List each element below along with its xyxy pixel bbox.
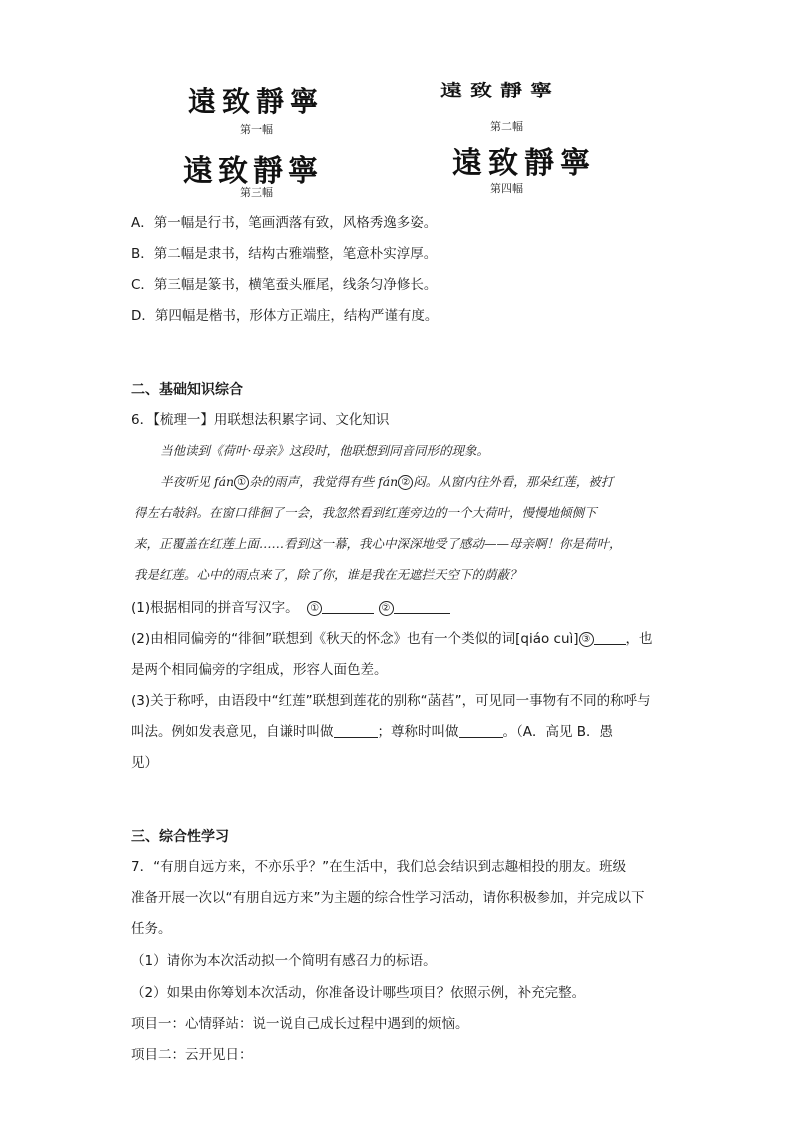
passage-1b: 杂的雨声，我觉得有些 fán: [249, 474, 399, 489]
passage-line-3: 来，正覆盖在红莲上面……看到这一幕，我心中深深地受了感动——母亲啊！你是荷叶，: [134, 536, 622, 551]
sub-question-2: [131, 629, 653, 649]
passage-1a: 半夜听见 fán: [160, 474, 235, 489]
sub-question-3-end: 见）: [131, 755, 158, 771]
passage-1c: 闷。从窗内往外看，那朵红莲，被打: [413, 474, 614, 489]
caption-2: 第二幅: [490, 120, 523, 133]
sub-question-2-cont: 是两个相同偏旁的字组成，形容人面色差。: [131, 662, 388, 678]
q5-option-a: A．第一幅是行书，笔画洒落有致，风格秀逸多姿。: [131, 215, 438, 231]
task-1: （1）请你为本次活动拟一个简明有感召力的标语。: [131, 953, 437, 969]
project-item-2: 项目二：云开见日：: [131, 1047, 253, 1063]
q6-intro: 当他读到《荷叶·母亲》这段时，他联想到同音同形的现象。: [160, 443, 489, 458]
answer-blank-3[interactable]: [594, 630, 626, 645]
sub-question-3: (3)关于称呼，由语段中“红莲”联想到莲花的别称“菡萏”，可见同一事物有不同的称呼与: [131, 693, 651, 709]
section3-title: 三、综合性学习: [131, 829, 229, 845]
sub-question-1: [131, 598, 450, 618]
caption-1: 第一幅: [240, 123, 273, 136]
sub1-mark-1: ①: [307, 601, 322, 616]
passage-line-1: [160, 472, 613, 490]
sub3-text-b: 叫法。例如发表意见，自谦时叫做: [131, 724, 334, 740]
sub3-text-d: 。（A．高见 B．愚: [502, 724, 614, 740]
caption-3: 第三幅: [240, 186, 273, 199]
q7-line-1: 7．“有朋自远方来，不亦乐乎？”在生活中，我们总会结识到志趣相投的朋友。班级: [131, 859, 627, 875]
project-item-1: 项目一：心情驿站：说一说自己成长过程中遇到的烦恼。: [131, 1016, 469, 1032]
calligraphy-2: 遠致靜寧: [440, 81, 561, 101]
sub1-mark-2: ②: [379, 601, 394, 616]
sub2-text-a: (2)由相同偏旁的“徘徊”联想到《秋天的怀念》也有一个类似的词[qiáo cuì]: [131, 631, 579, 647]
calligraphy-1: 遠致靜寧: [188, 85, 325, 118]
q5-option-b: B．第二幅是隶书，结构古雅端整，笔意朴实淳厚。: [131, 246, 438, 262]
q7-line-3: 任务。: [131, 921, 172, 937]
q6-title: 6．【梳理一】用联想法积累字词、文化知识: [131, 412, 390, 428]
passage-line-2: 得左右敧斜。在窗口徘徊了一会，我忽然看到红莲旁边的一个大荷叶，慢慢地倾侧下: [134, 505, 597, 520]
sub2-mark-3: ③: [579, 632, 594, 647]
answer-blank-2[interactable]: [394, 599, 450, 614]
sub3-text-c: ；尊称时叫做: [377, 724, 459, 740]
answer-blank-1[interactable]: [322, 599, 374, 614]
q5-option-c: C．第三幅是篆书，横笔蚕头雁尾，线条匀净修长。: [131, 277, 438, 293]
mark-2: ②: [398, 475, 413, 490]
answer-blank-4[interactable]: [334, 723, 378, 738]
caption-4: 第四幅: [490, 182, 523, 195]
section2-title: 二、基础知识综合: [131, 382, 243, 398]
sub-question-3-cont: [131, 722, 613, 742]
answer-blank-5[interactable]: [459, 723, 503, 738]
calligraphy-4: 遠致靜寧: [452, 146, 596, 181]
passage-line-4: 我是红莲。心中的雨点来了，除了你，谁是我在无遮拦天空下的荫蔽？: [134, 567, 522, 582]
sub2-text-b: ，也: [625, 631, 653, 647]
calligraphy-3: 遠致靜寧: [183, 154, 323, 189]
task-2: （2）如果由你筹划本次活动，你准备设计哪些项目？依照示例，补充完整。: [131, 985, 586, 1001]
q7-line-2: 准备开展一次以“有朋自远方来”为主题的综合性学习活动，请你积极参加，并完成以下: [131, 890, 645, 906]
q5-option-d: D．第四幅是楷书，形体方正端庄，结构严谨有度。: [131, 308, 439, 324]
sub1-text: (1)根据相同的拼音写汉字。: [131, 600, 299, 616]
mark-1: ①: [234, 475, 249, 490]
